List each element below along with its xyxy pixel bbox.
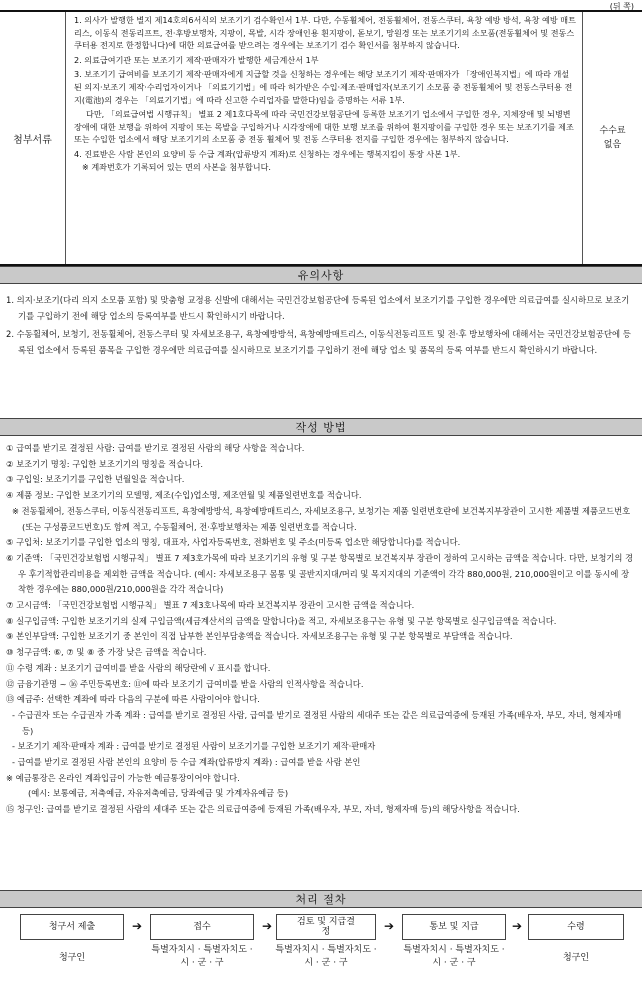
process-step-submit: 청구서 제출 <box>20 914 124 940</box>
method-item-1: ① 급여를 받기로 결정된 사람: 급여를 받기로 결정된 사람의 해당 사항을 적습니다. <box>6 443 305 453</box>
process-step-notify: 통보 및 지급 <box>402 914 506 940</box>
arrow-icon: ➔ <box>384 919 395 933</box>
attachment-item-3: 3. 보조기기 급여비를 보조기기 제작·판매자에게 지급할 것을 신청하는 경우에는 해당 보조기기 제작·판매자가 「장애인복지법」에 따라 개설된 의지·보조기 제작·수리업자이거나 「의료기기법」에 따라 허가받은 수입·제조·판매업자(보조기기 소모품 중 전동휠체어 및 전동스쿠터용 전지(電池)의 경우는 「의료기기법」에 따라 신고한 수리업자를 말한다)임을 증명하는 서류 1부. <box>74 69 573 105</box>
process-actor-5: 청구인 <box>562 953 590 963</box>
notes-heading: 유의사항 <box>0 266 642 284</box>
page-note: (뒤 쪽) <box>609 2 634 11</box>
attachment-item-4: 4. 진료받은 사람 본인의 요양비 등 수급 계좌(압류방지 계좌)로 신청하는 경우에는 행복지킴이 통장 사본 1부. <box>74 148 461 159</box>
method-item-13: ⑬ 예금주: 선택한 계좌에 따라 다음의 구분에 따른 사람이어야 합니다. <box>6 694 260 705</box>
note-item-1: 1. 의지·보조기(다리 의지 소모품 포함) 및 맞춤형 교정용 신발에 대해서는 국민건강보험공단에 등록된 업소에서 보조기기를 구입한 경우에만 의료급여를 실시하므로 보조기기를 구입하기 전에 해당 업소의 등록여부를 반드시 확인하시기 바랍니다. <box>6 295 630 321</box>
attachments-body <box>66 12 582 264</box>
arrow-icon: ➔ <box>262 919 273 933</box>
arrow-icon: ➔ <box>512 919 523 933</box>
method-item-13-example: (예시: 보통예금, 저축예금, 자유저축예금, 당좌예금 및 가계자유예금 등) <box>28 788 289 799</box>
process-step-collect: 수령 <box>528 914 624 940</box>
attachments-label: 첨부서류 <box>0 12 66 264</box>
method-item-3: ③ 구입일: 보조기기를 구입한 년월일을 적습니다. <box>6 474 185 485</box>
arrow-icon: ➔ <box>132 919 143 933</box>
process-step-review: 검토 및 지급결정 <box>276 914 376 940</box>
attachment-item-3-proviso: 다만, 「의료급여법 시행규칙」 별표 2 제1호다목에 따라 국민건강보험공단에 등록한 보조기기 업소에서 구입한 경우, 지체장애 및 뇌병변 장애에 대한 보행을 위하여 지팡이 또는 목발을 구입하거나 시각장애에 대한 보행 보조를 위하여 흰지팡이를 구입한 경우 또는 보조기기를 제조 또는 수입한 업소에서 해당 보조기기의 소모품 중 전동 휠체어 및 전동 스쿠터용 전지를 구입한 경우에는 첨부하지 않습니다. <box>74 109 574 145</box>
method-item-11: ⑪ 수령 계좌 : 보조기기 급여비를 받을 사람의 해당란에 √ 표시를 합니다. <box>6 662 271 673</box>
method-item-6: ⑥ 기준액: 「국민건강보험법 시행규칙」 별표 7 제3호가목에 따라 보조기기의 유형 및 구분 항목별로 보건복지부 장관이 정하여 고시하는 금액을 적습니다. 다만, 보청기의 경우 후기적합관리비용을 제외한 금액을 적습니다. (예시: 자세보조용구 몸통 및 골반지지대/머리 및 목지지대의 기준액이 각각 880,000원, 210,000원이고 이를 동시에 장착한 경우에는 880,000원/210,000원을 각각 적습니다) <box>6 552 634 595</box>
process-step-receive: 접수 <box>150 914 254 940</box>
process-flow <box>0 910 642 1000</box>
process-heading: 처리 절차 <box>0 890 642 908</box>
fee-value: 없음 <box>603 140 622 150</box>
method-item-9: ⑨ 본인부담액: 구입한 보조기기 중 본인이 직접 납부한 본인부담총액을 적습니다. 자세보조용구는 유형 및 구분 항목별로 부담액을 적습니다. <box>6 631 513 642</box>
attachment-item-2: 2. 의료급여기관 또는 보조기기 제작·판매자가 발행한 세금계산서 1부 <box>74 54 319 65</box>
method-heading: 작성 방법 <box>0 418 642 436</box>
attachments-table <box>0 10 642 266</box>
method-item-13-sub-3: - 급여를 받기로 결정된 사람 본인의 요양비 등 수급 계좌(압류방지 계좌) : 급여를 받을 사람 본인 <box>12 757 361 768</box>
process-actor-2: 특별자치시 · 특별자치도 · 시 · 군 · 구 <box>151 945 253 968</box>
process-actor-1: 청구인 <box>58 953 86 963</box>
process-actor-3: 특별자치시 · 특별자치도 · 시 · 군 · 구 <box>275 945 377 968</box>
notes-section <box>0 286 642 358</box>
method-section <box>0 438 642 818</box>
method-item-10: ⑩ 청구금액: ⑥, ⑦ 및 ⑧ 중 가장 낮은 금액을 적습니다. <box>6 647 207 658</box>
fee-label: 수수료 <box>599 126 626 136</box>
method-item-13-note: ※ 예금통장은 온라인 계좌입금이 가능한 예금통장이어야 합니다. <box>6 772 240 783</box>
attachment-item-4-note: ※ 계좌번호가 기록되어 있는 면의 사본을 첨부합니다. <box>82 161 271 172</box>
method-item-15: ⑮ 청구인: 급여를 받기로 결정된 사람의 세대주 또는 같은 의료급여증에 등재된 가족(배우자, 부모, 자녀, 형제자매 등)의 해당사항을 적습니다. <box>6 804 520 815</box>
method-item-13-sub-1: - 수급권자 또는 수급권자 가족 계좌 : 급여를 받기로 결정된 사람, 급여를 받기로 결정된 사람의 세대주 또는 같은 의료급여증에 등재된 가족(배우자, 부모, 자녀, 형제자매 등) <box>12 709 622 736</box>
method-item-5: ⑤ 구입처: 보조기기를 구입한 업소의 명칭, 대표자, 사업자등록번호, 전화번호 및 주소(미등록 업소만 해당합니다)를 적습니다. <box>6 537 461 548</box>
note-item-2: 2. 수동휠체어, 보청기, 전동휠체어, 전동스쿠터 및 자세보조용구, 욕창예방방석, 욕창예방매트리스, 이동식전동리프트 및 전·후 방보행차에 대해서는 국민건강보험공단에 등록된 업소에서 등록된 품목을 구입한 경우에만 의료급여를 실시하므로 보조기기를 구입하기 전에 해당 업소 및 품목의 등록 여부를 반드시 확인하시기 바랍니다. <box>6 329 631 355</box>
process-actor-4: 특별자치시 · 특별자치도 · 시 · 군 · 구 <box>403 945 505 968</box>
method-item-2: ② 보조기기 명칭: 구입한 보조기기의 명칭을 적습니다. <box>6 458 204 469</box>
fee-cell <box>582 12 642 264</box>
method-item-4: ④ 제품 정보: 구입한 보조기기의 모델명, 제조(수입)업소명, 제조연월 및 제품일련번호를 적습니다. <box>6 490 362 501</box>
method-item-12: ⑫ 금융기관명 ~ ⑯ 주민등록번호: ⑪에 따라 보조기기 급여비를 받을 사람의 인적사항을 적습니다. <box>6 678 364 689</box>
method-item-13-sub-2: - 보조기기 제작·판매자 계좌 : 급여를 받기로 결정된 사람이 보조기기를 구입한 보조기기 제작·판매자 <box>12 741 376 752</box>
method-item-4-note: ※ 전동휠체어, 전동스쿠터, 이동식전동리프트, 욕창예방방석, 욕창예방매트리스, 자세보조용구, 보청기는 제품 일련번호란에 보건복지부장관이 고시한 제품별 제품코드번호(또는 구성품코드번호)도 함께 적고, 수동휠체어, 전·후방보행차는 제품 일련번호를 적습니다. <box>12 505 631 532</box>
method-item-8: ⑧ 실구입금액: 구입한 보조기기의 실제 구입금액(세금계산서의 금액을 말합니다)을 적고, 자세보조용구는 유형 및 구분 항목별로 실구입금액을 적습니다. <box>6 615 557 626</box>
attachment-item-1: 1. 의사가 발행한 별지 제14호의6서식의 보조기기 검수확인서 1부. 다만, 수동휠체어, 전동휠체어, 전동스쿠터, 욕창 예방 방석, 욕창 예방 매트리스, 이동식 전동리프트, 전·후방보행차, 지팡이, 목발, 시각 장애인용 흰지팡이, 돋보기, 망원경 또는 보조기기의 소모품(전동휠체어 및 전동스쿠터용 전지로 한정합니다)에 대한 의료급여를 받으려는 경우에는 보조기기 검수 확인서를 첨부하지 않습니다. <box>74 15 576 51</box>
method-item-7: ⑦ 고시금액: 「국민건강보험법 시행규칙」 별표 7 제3호나목에 따라 보건복지부 장관이 고시한 금액을 적습니다. <box>6 600 415 611</box>
